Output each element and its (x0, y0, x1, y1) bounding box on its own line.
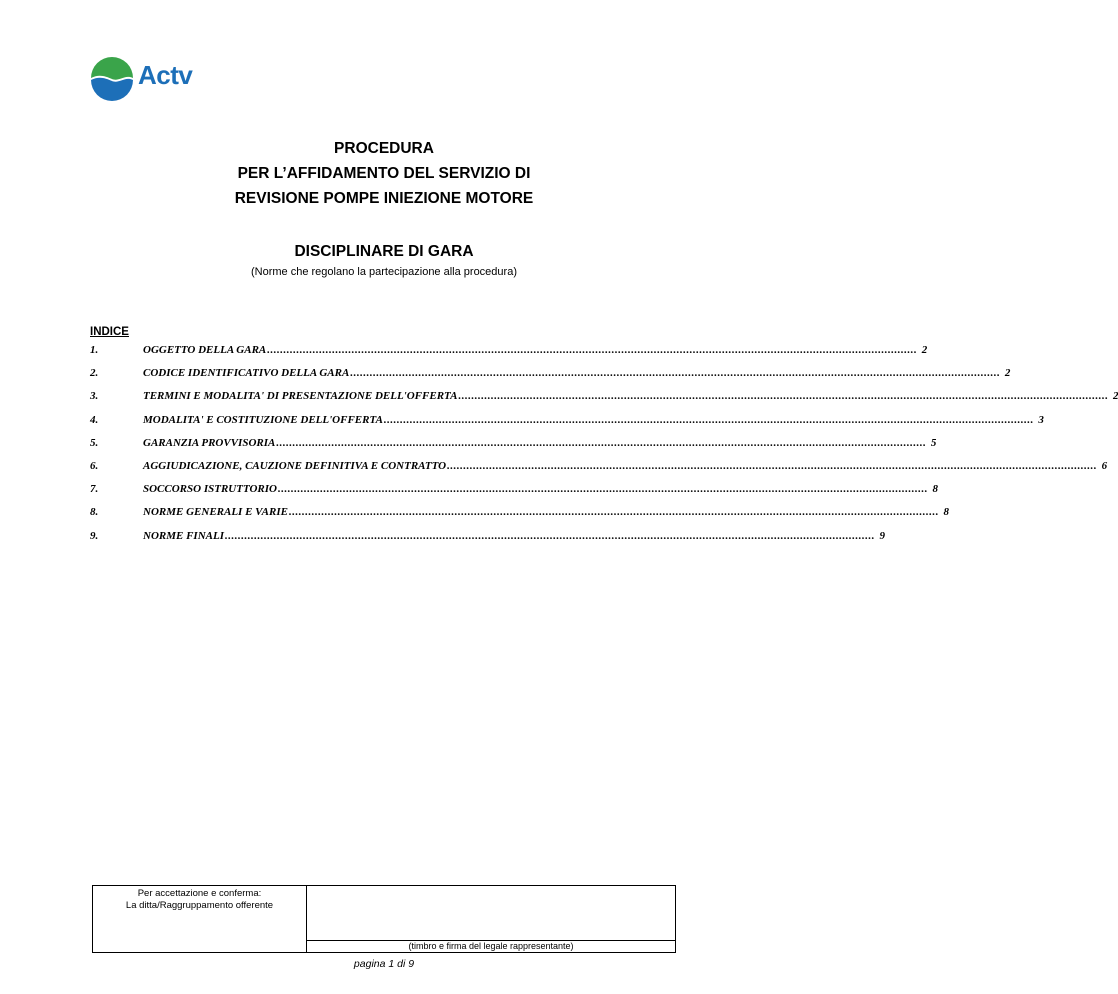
toc-leader-dots: ........................................................................................................................................................................................................ (350, 367, 1001, 380)
toc-entry-title: SOCCORSO ISTRUTTORIO (143, 483, 277, 496)
acceptance-label-line2: La ditta/Raggruppamento offerente (125, 900, 274, 911)
toc-entry-number: 8. (90, 506, 99, 519)
toc-entry-number: 5. (90, 436, 99, 449)
toc-entry-page: 2 (1112, 390, 1118, 403)
toc-entry-page: 6 (1101, 459, 1108, 472)
toc-entry-number: 4. (90, 413, 99, 426)
toc-entry-number: 1. (90, 344, 99, 356)
acceptance-label-cell (93, 886, 307, 952)
table-of-contents (90, 344, 1118, 553)
toc-entry-page: 2 (1004, 367, 1011, 380)
acceptance-label-line1: Per accettazione e conferma: (137, 888, 262, 899)
page-number: pagina 1 di 9 (353, 958, 415, 970)
toc-entry-title: GARANZIA PROVVISORIA (143, 436, 276, 449)
toc-entry[interactable] (90, 506, 949, 529)
toc-entry-page: 5 (930, 436, 937, 449)
toc-entry-number: 6. (90, 459, 99, 472)
toc-entry-number: 9. (90, 529, 99, 542)
toc-leader-dots: ........................................................................................................................................................................................................ (383, 413, 1034, 426)
signature-caption: (timbro e firma del legale rappresentante) (307, 940, 675, 952)
toc-leader-dots: ........................................................................................................................................................................................................ (276, 436, 927, 449)
toc-entry-number: 7. (90, 483, 99, 496)
toc-leader-dots: ........................................................................................................................................................................................................ (447, 459, 1098, 472)
toc-entry[interactable] (90, 390, 1118, 413)
index-heading: INDICE (90, 326, 129, 338)
document-subtitle: DISCIPLINARE DI GARA (294, 243, 474, 260)
toc-entry[interactable] (90, 483, 938, 506)
toc-entry[interactable] (90, 344, 928, 367)
toc-leader-dots: ........................................................................................................................................................................................................ (225, 529, 875, 542)
toc-entry[interactable] (90, 413, 1044, 437)
toc-entry-page: 8 (932, 483, 938, 496)
title-line-3: REVISIONE POMPE INIEZIONE MOTORE (234, 190, 534, 207)
toc-entry-title: NORME GENERALI E VARIE (143, 506, 288, 519)
actv-logo-icon (89, 54, 135, 102)
toc-leader-dots: ........................................................................................................................................................................................................ (288, 506, 939, 519)
document-subnote: (Norme che regolano la partecipazione alla procedura) (251, 266, 517, 278)
toc-entry-page: 2 (921, 344, 928, 356)
toc-entry[interactable] (90, 367, 1011, 390)
logo-wordmark: Actv (138, 60, 193, 90)
acceptance-box (92, 885, 676, 953)
title-line-1: PROCEDURA (334, 140, 434, 157)
toc-entry-number: 2. (90, 367, 99, 380)
toc-entry-page: 9 (879, 529, 885, 542)
toc-entry-number: 3. (90, 390, 99, 403)
toc-entry[interactable] (90, 529, 885, 553)
toc-entry-title: CODICE IDENTIFICATIVO DELLA GARA (143, 367, 350, 380)
toc-leader-dots: ........................................................................................................................................................................................................ (458, 390, 1109, 403)
document-title (0, 136, 768, 211)
toc-entry-title: MODALITA' E COSTITUZIONE DELL'OFFERTA (143, 413, 383, 426)
toc-entry-title: TERMINI E MODALITA' DI PRESENTAZIONE DELL'OFFERTA (143, 390, 458, 403)
toc-leader-dots: ........................................................................................................................................................................................................ (277, 483, 928, 496)
toc-leader-dots: ........................................................................................................................................................................................................ (267, 344, 918, 356)
title-line-2: PER L’AFFIDAMENTO DEL SERVIZIO DI (237, 165, 531, 182)
toc-entry-page: 3 (1038, 413, 1044, 426)
toc-entry-title: NORME FINALI (143, 529, 224, 542)
toc-entry-title: AGGIUDICAZIONE, CAUZIONE DEFINITIVA E CONTRATTO (143, 459, 447, 472)
toc-entry[interactable] (90, 459, 1108, 483)
toc-entry-page: 8 (943, 506, 949, 519)
toc-entry[interactable] (90, 436, 937, 460)
toc-entry-title: OGGETTO DELLA GARA (143, 344, 267, 356)
